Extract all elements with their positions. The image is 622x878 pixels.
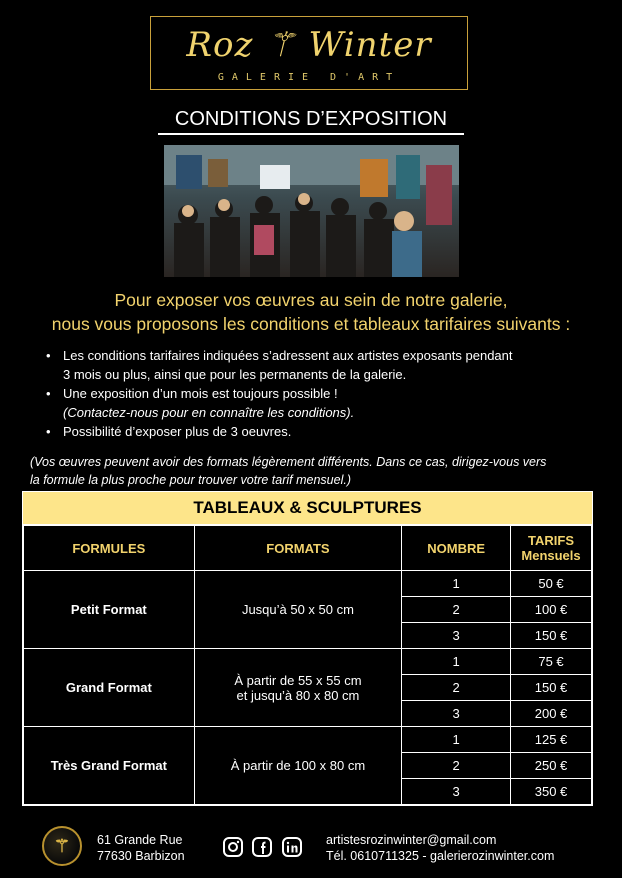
format-line-2: et jusqu’à 80 x 80 cm xyxy=(236,687,360,703)
intro-text xyxy=(0,288,622,336)
conditions-list xyxy=(46,346,606,441)
price-cell: 100 € xyxy=(511,597,592,623)
header-formats: FORMATS xyxy=(194,526,402,571)
format-note xyxy=(30,453,605,489)
nombre-cell: 3 xyxy=(402,779,511,805)
format-note-line-1: (Vos œuvres peuvent avoir des formats légèrement différents. Dans ce cas, dirigez-vous vers xyxy=(30,455,547,469)
header-formules: FORMULES xyxy=(24,526,195,571)
price-cell: 350 € xyxy=(511,779,592,805)
footer-phone-site[interactable]: Tél. 0610711325 - galerierozinwinter.com xyxy=(326,849,555,863)
formule-cell: Petit Format xyxy=(24,571,195,649)
price-cell: 200 € xyxy=(511,701,592,727)
header-tarifs-1: TARIFS xyxy=(528,533,575,548)
nombre-cell: 1 xyxy=(402,571,511,597)
facebook-icon[interactable] xyxy=(251,836,273,858)
header-tarifs-2: Mensuels xyxy=(521,548,581,563)
pricing-table xyxy=(22,491,593,806)
pricing-table-title: TABLEAUX & SCULPTURES xyxy=(23,492,592,525)
nombre-cell: 3 xyxy=(402,623,511,649)
footer-email[interactable]: artistesrozinwinter@gmail.com xyxy=(326,833,497,847)
price-cell: 75 € xyxy=(511,649,592,675)
bullet-tarifs-line-1: • Les conditions tarifaires indiquées s’adressent aux artistes exposants pendant xyxy=(63,348,513,363)
format-line-1: À partir de 55 x 55 cm xyxy=(234,672,362,688)
formule-cell: Grand Format xyxy=(24,649,195,727)
logo-subtitle: GALERIE D'ART xyxy=(217,72,401,83)
price-cell: 150 € xyxy=(511,623,592,649)
format-line-1: Jusqu’à 50 x 50 cm xyxy=(241,602,354,617)
page-title: CONDITIONS D’EXPOSITION xyxy=(158,108,464,135)
social-links xyxy=(222,836,306,863)
footer-contact xyxy=(326,832,554,864)
intro-line-1: Pour exposer vos œuvres au sein de notre galerie, xyxy=(114,290,508,310)
nombre-cell: 3 xyxy=(402,701,511,727)
bullet-tarifs-line-2: 3 mois ou plus, ainsi que pour les permanents de la galerie. xyxy=(63,367,407,382)
bullet-one-month: • Une exposition d’un mois est toujours possible ! xyxy=(46,384,606,403)
footer-logo-icon: ⚚ xyxy=(42,826,82,866)
format-cell xyxy=(194,727,402,805)
price-cell: 250 € xyxy=(511,753,592,779)
nombre-cell: 2 xyxy=(402,753,511,779)
logo-name: Roz ⚚ Winter xyxy=(186,25,432,65)
footer xyxy=(0,822,622,872)
address-line-2: 77630 Barbizon xyxy=(97,849,185,863)
header-nombre: NOMBRE xyxy=(402,526,511,571)
price-cell: 150 € xyxy=(511,675,592,701)
table-row xyxy=(24,571,592,597)
formule-cell: Très Grand Format xyxy=(24,727,195,805)
header-tarifs xyxy=(511,526,592,571)
gallery-photo xyxy=(164,145,459,277)
logo xyxy=(150,16,468,90)
intro-line-2: nous vous proposons les conditions et tableaux tarifaires suivants : xyxy=(51,314,571,334)
price-cell: 50 € xyxy=(511,571,592,597)
table-row xyxy=(24,649,592,675)
format-cell xyxy=(194,571,402,649)
bullet-more-works: • Possibilité d’exposer plus de 3 oeuvres. xyxy=(46,422,606,441)
nombre-cell: 1 xyxy=(402,649,511,675)
table-row xyxy=(24,727,592,753)
address-line-1: 61 Grande Rue xyxy=(97,833,183,847)
price-cell: 125 € xyxy=(511,727,592,753)
linkedin-icon[interactable] xyxy=(281,836,303,858)
instagram-icon[interactable] xyxy=(222,836,244,858)
footer-address xyxy=(97,832,185,864)
nombre-cell: 2 xyxy=(402,597,511,623)
bullet-tarifs xyxy=(46,346,606,384)
format-note-line-2: la formule la plus proche pour trouver votre tarif mensuel.) xyxy=(30,473,351,487)
format-line-1: À partir de 100 x 80 cm xyxy=(230,758,366,773)
nombre-cell: 2 xyxy=(402,675,511,701)
bullet-one-month-note: (Contactez-nous pour en connaître les conditions). xyxy=(63,405,355,420)
format-cell xyxy=(194,649,402,727)
nombre-cell: 1 xyxy=(402,727,511,753)
